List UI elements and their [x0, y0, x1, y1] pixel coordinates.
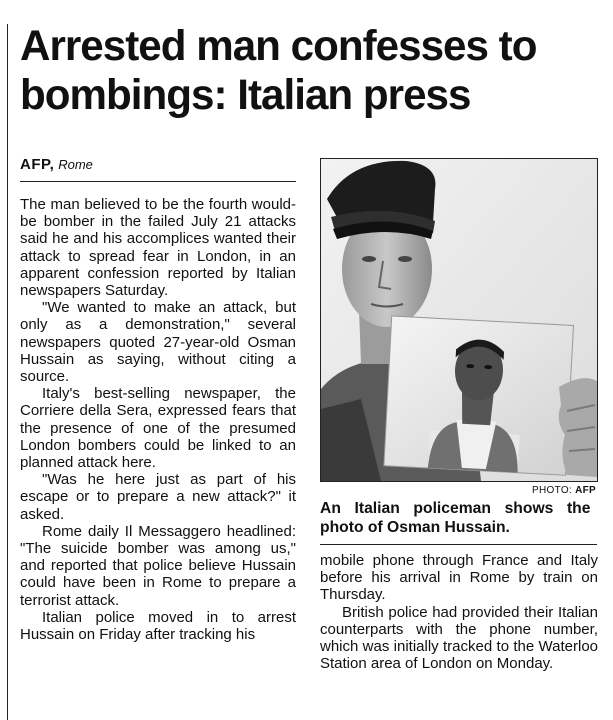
byline-rule	[20, 181, 296, 182]
article-paragraph: British police had provided their Italian counterparts with the phone number, which was initially tracked to the Waterloo Station area of London on Monday.	[320, 603, 598, 673]
byline	[20, 156, 93, 173]
article-body-right-column	[320, 552, 598, 672]
caption-rule	[320, 544, 597, 545]
photo-caption: An Italian policeman shows the photo of Osman Hussain.	[320, 500, 591, 536]
article-paragraph: Italian police moved in to arrest Hussain on Friday after tracking his	[20, 608, 296, 644]
byline-agency: AFP,	[20, 156, 55, 173]
photo-credit-agency: AFP	[575, 485, 596, 496]
photo-credit	[320, 485, 596, 496]
article-paragraph: "We wanted to make an attack, but only as a demonstration," several newspapers quoted 27-year-old Osman Hussain as saying, without citing a source.	[20, 299, 296, 386]
column-rule	[7, 24, 8, 720]
policeman-holding-photo-image	[321, 159, 597, 481]
byline-city: Rome	[58, 157, 93, 172]
photo-credit-label: PHOTO:	[532, 485, 572, 496]
article-paragraph: Italy's best-selling newspaper, the Corriere della Sera, expressed fears that the presence of one of the presumed London bombers could be linked to an planned attack here.	[20, 385, 296, 472]
article-body-left-column	[20, 196, 296, 643]
article-paragraph: "Was he here just as part of his escape or to prepare a new attack?" it asked.	[20, 471, 296, 523]
headline: Arrested man confesses to bombings: Italian press	[20, 22, 537, 119]
news-photo	[320, 158, 598, 482]
article-paragraph: Rome daily Il Messaggero headlined: "The suicide bomber was among us," and reported that police believe Hussain could have been in Rome to prepare a terrorist attack.	[20, 522, 296, 609]
article-paragraph: The man believed to be the fourth would-be bomber in the failed July 21 attacks said he and his accomplices wanted their attack to spread fear in London, in an apparent confession reported by Italian newspapers Saturday.	[20, 196, 296, 300]
article-paragraph: mobile phone through France and Italy before his arrival in Rome by train on Thursday.	[320, 552, 598, 604]
